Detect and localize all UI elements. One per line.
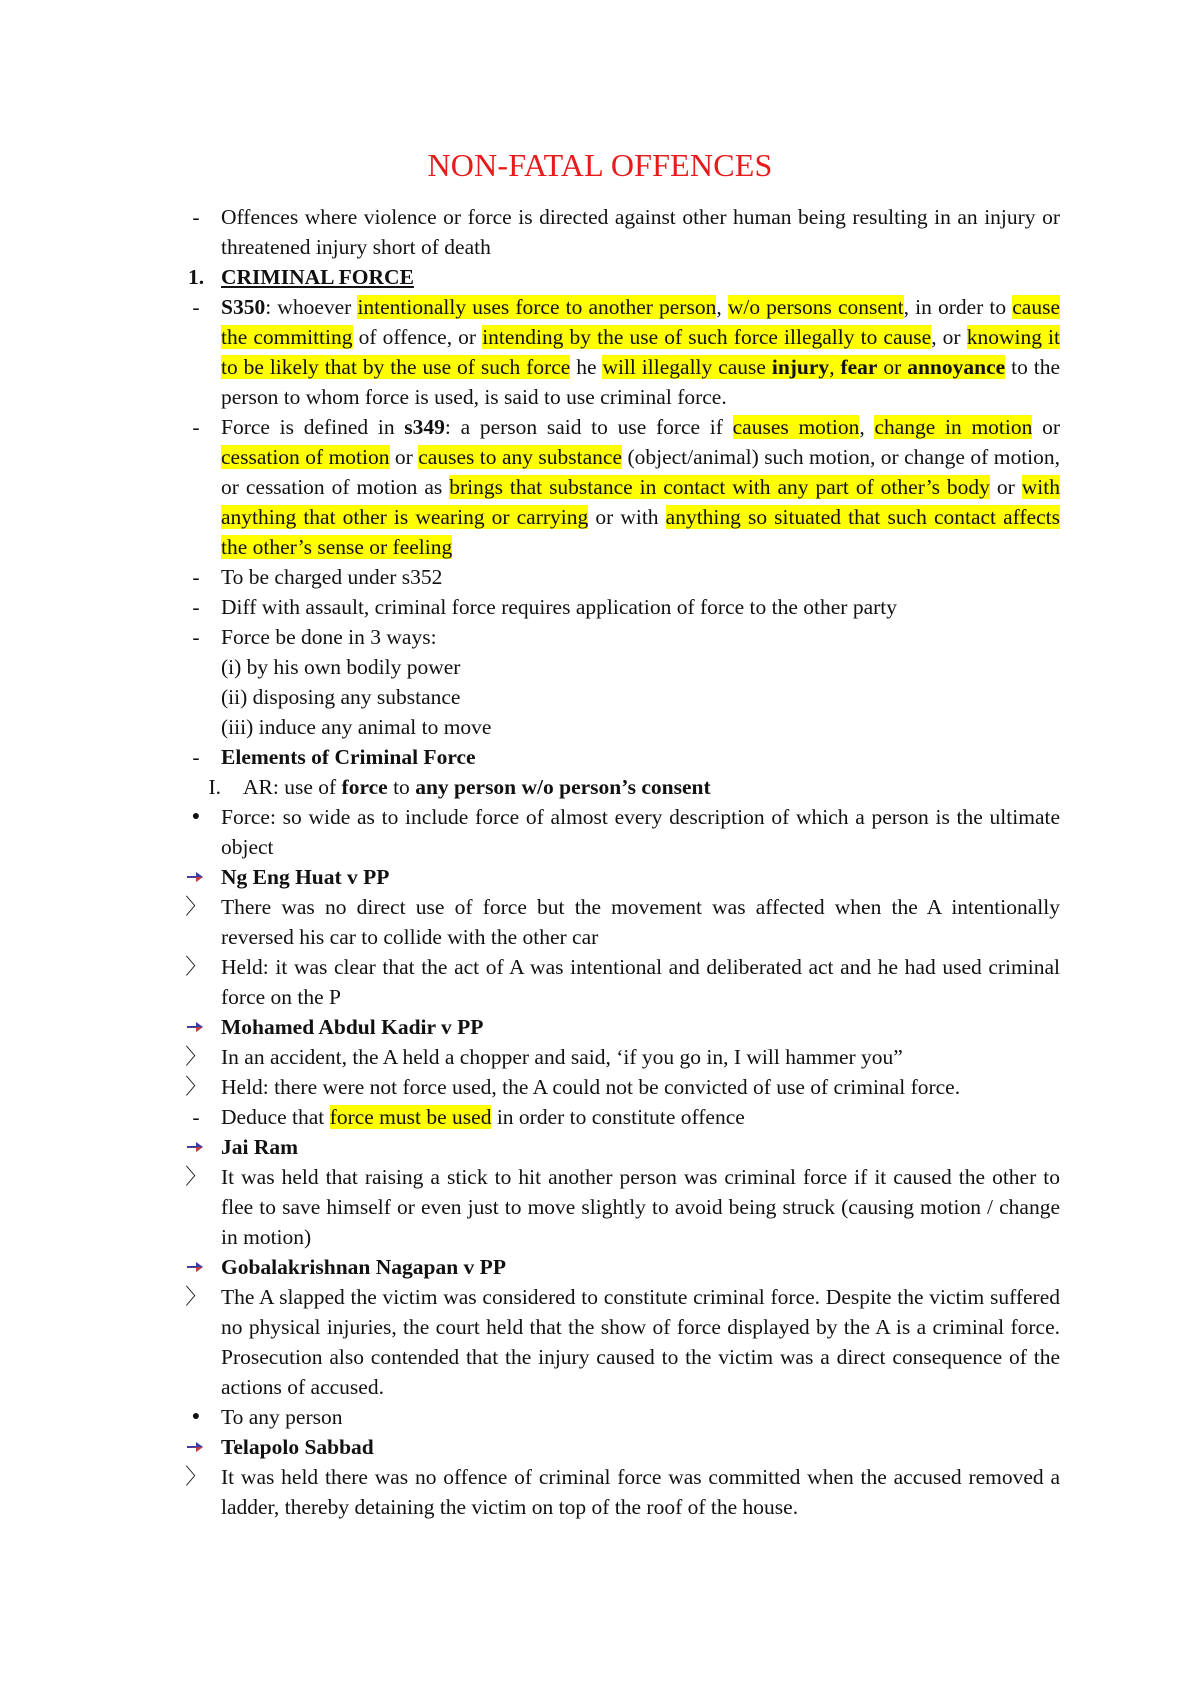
intro-paragraph: - Offences where violence or force is directed against other human being resulting in an injury or threatened injury short of death — [184, 202, 1060, 262]
arrow-marker: 〉 — [185, 895, 207, 919]
case-detail: 〉 It was held that raising a stick to hit another person was criminal force if it caused the other to flee to save himself or even just to move slightly to avoid being struck (causing motion / change in motion) — [184, 1162, 1060, 1252]
case-detail: 〉 Held: there were not force used, the A could not be convicted of use of criminal force. — [184, 1072, 1060, 1102]
deduce-paragraph: - Deduce that force must be used in order to constitute offence — [184, 1102, 1060, 1132]
arrow-marker: 〉 — [185, 1465, 207, 1489]
force-way-item: (i) by his own bodily power — [221, 655, 461, 679]
case-heading: Ng Eng Huat v PP — [184, 862, 1060, 892]
actus-reus-item: I. AR: use of force to any person w/o person’s consent — [184, 772, 1060, 802]
case-heading: Telapolo Sabbad — [184, 1432, 1060, 1462]
case-detail: 〉 In an accident, the A held a chopper and said, ‘if you go in, I will hammer you” — [184, 1042, 1060, 1072]
diff-assault-paragraph: - Diff with assault, criminal force requires application of force to the other party — [184, 592, 1060, 622]
s352-paragraph: - To be charged under s352 — [184, 562, 1060, 592]
case-heading: Jai Ram — [184, 1132, 1060, 1162]
bullet-marker: ● — [191, 809, 201, 824]
section-heading-criminal-force: 1. CRIMINAL FORCE — [184, 262, 1060, 292]
s350-paragraph: - S350: whoever intentionally uses force to another person, w/o persons consent, in order to cause the committing of offence, or intending by the use of such force illegally to cause, or knowing it to be likely that by the use of such force he will illegally cause injury, fear or annoyance to the person to whom force is used, is said to use criminal force. — [184, 292, 1060, 412]
arrow-marker: 〉 — [185, 1165, 207, 1189]
force-ways-paragraph: - Force be done in 3 ways: — [184, 622, 1060, 652]
page-title: NON-FATAL OFFENCES — [427, 147, 773, 183]
elements-heading: - Elements of Criminal Force — [184, 742, 1060, 772]
dash-marker: - — [192, 415, 200, 439]
dash-marker: - — [192, 205, 200, 229]
case-heading: Gobalakrishnan Nagapan v PP — [184, 1252, 1060, 1282]
section-number: 1. — [187, 265, 205, 289]
case-arrow-icon — [186, 1020, 204, 1034]
case-detail: 〉 It was held there was no offence of criminal force was committed when the accused removed a ladder, thereby detaining the victim on top of the roof of the house. — [184, 1462, 1060, 1522]
roman-numeral: I. — [208, 775, 221, 799]
dash-marker: - — [192, 595, 200, 619]
case-detail: 〉 Held: it was clear that the act of A was intentional and deliberated act and he had used criminal force on the P — [184, 952, 1060, 1012]
force-way-item: (iii) induce any animal to move — [221, 715, 492, 739]
case-detail: 〉 The A slapped the victim was considered to constitute criminal force. Despite the victim suffered no physical injuries, the court held that the show of force displayed by the A is a criminal force. Prosecution also contended that the injury caused to the victim was a direct consequence of the actions of accused. — [184, 1282, 1060, 1402]
case-arrow-icon — [186, 870, 204, 884]
dash-marker: - — [192, 625, 200, 649]
bullet-marker: ● — [191, 1409, 201, 1424]
dash-marker: - — [192, 295, 200, 319]
case-arrow-icon — [186, 1140, 204, 1154]
arrow-marker: 〉 — [185, 1075, 207, 1099]
case-heading: Mohamed Abdul Kadir v PP — [184, 1012, 1060, 1042]
arrow-marker: 〉 — [185, 1045, 207, 1069]
s349-paragraph: - Force is defined in s349: a person said to use force if causes motion, change in motion or cessation of motion or causes to any substance (object/animal) such motion, or change of motion, or cessation of motion as brings that substance in contact with any part of other’s body or with anything that other is wearing or carrying or with anything so situated that such contact affects the other’s sense or feeling — [184, 412, 1060, 562]
to-any-person-bullet: ● To any person — [184, 1402, 1060, 1432]
case-arrow-icon — [186, 1260, 204, 1274]
dash-marker: - — [192, 565, 200, 589]
case-arrow-icon — [186, 1440, 204, 1454]
dash-marker: - — [192, 1105, 200, 1129]
force-wide-bullet: ● Force: so wide as to include force of almost every description of which a person is the ultimate object — [184, 802, 1060, 862]
case-detail: 〉 There was no direct use of force but the movement was affected when the A intentionally reversed his car to collide with the other car — [184, 892, 1060, 952]
arrow-marker: 〉 — [185, 1285, 207, 1309]
document-body — [184, 202, 1060, 1522]
force-way-item: (ii) disposing any substance — [221, 685, 461, 709]
dash-marker: - — [192, 745, 200, 769]
arrow-marker: 〉 — [185, 955, 207, 979]
